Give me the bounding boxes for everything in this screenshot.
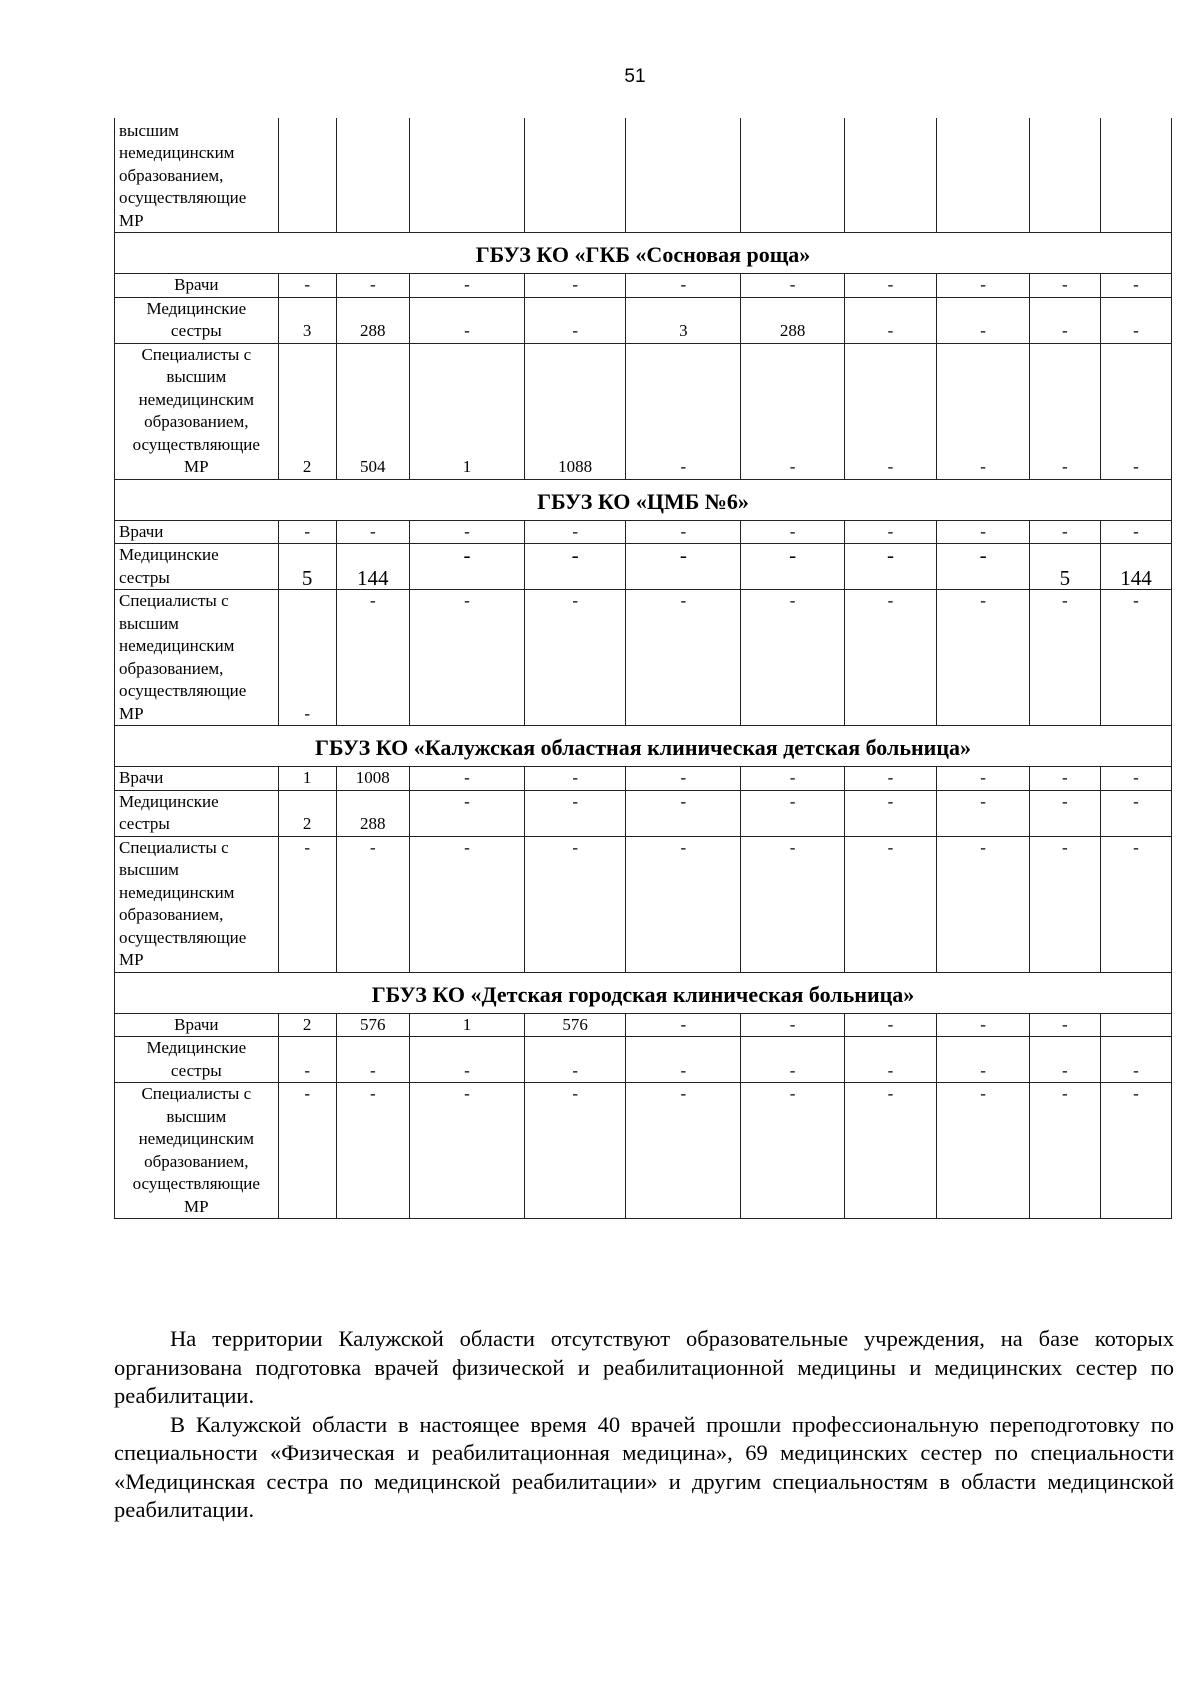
value-cell: - — [844, 544, 937, 590]
row-label-line: высшим — [166, 1106, 227, 1126]
value-cell: - — [1100, 836, 1171, 972]
value-cell: - — [409, 1083, 524, 1219]
value-cell: - — [844, 343, 937, 479]
value-cell — [525, 118, 626, 233]
row-label-line: Врачи — [174, 1014, 219, 1034]
value-cell: - — [626, 343, 741, 479]
value-cell: - — [1029, 1013, 1100, 1037]
value-cell: 144 — [1100, 544, 1171, 590]
value-cell: - — [1100, 297, 1171, 343]
value-cell: 2 — [278, 343, 336, 479]
value-cell: - — [937, 790, 1030, 836]
value-cell: - — [741, 590, 844, 726]
value-cell: 3 — [626, 297, 741, 343]
row-label-line: немедицинским — [138, 389, 255, 409]
value-cell — [1100, 118, 1171, 233]
value-cell: - — [1029, 297, 1100, 343]
value-cell: 144 — [336, 544, 409, 590]
value-cell: - — [525, 544, 626, 590]
value-cell: - — [741, 1037, 844, 1083]
value-cell: - — [626, 274, 741, 298]
value-cell: - — [626, 790, 741, 836]
value-cell: - — [937, 343, 1030, 479]
table-row — [115, 297, 1172, 343]
row-label — [115, 836, 279, 972]
section-header-row — [115, 479, 1172, 520]
body-text — [114, 1325, 1174, 1525]
row-label — [115, 118, 279, 233]
value-cell: - — [1029, 1037, 1100, 1083]
value-cell: - — [844, 836, 937, 972]
section-header-row — [115, 233, 1172, 274]
row-label-line: сестры — [170, 321, 222, 340]
page-number: 51 — [624, 66, 646, 87]
value-cell: - — [409, 1037, 524, 1083]
row-label-line: осуществляющие — [132, 1174, 260, 1193]
value-cell: - — [278, 274, 336, 298]
value-cell: - — [626, 1013, 741, 1037]
value-cell: - — [741, 836, 844, 972]
value-cell: - — [626, 544, 741, 590]
row-label-line: осуществляющие — [119, 681, 247, 700]
value-cell: - — [1029, 520, 1100, 544]
value-cell: - — [844, 1013, 937, 1037]
row-label-line: осуществляющие — [132, 434, 260, 454]
value-cell: - — [741, 274, 844, 298]
value-cell: - — [525, 767, 626, 791]
table-row — [115, 1083, 1172, 1219]
value-cell: - — [937, 1037, 1030, 1083]
value-cell: - — [525, 1037, 626, 1083]
row-label-line: образованием, — [144, 412, 249, 431]
value-cell: - — [336, 590, 409, 726]
table-row — [115, 343, 1172, 479]
table-row — [115, 544, 1172, 590]
row-label — [115, 1013, 279, 1037]
value-cell: - — [844, 767, 937, 791]
value-cell: 288 — [741, 297, 844, 343]
value-cell: 2 — [278, 1013, 336, 1037]
value-cell: - — [1029, 767, 1100, 791]
value-cell: 576 — [525, 1013, 626, 1037]
row-label-line: немедицинским — [119, 636, 235, 655]
value-cell: - — [1100, 520, 1171, 544]
value-cell: - — [741, 343, 844, 479]
value-cell: - — [525, 274, 626, 298]
row-label-line: сестры — [119, 814, 170, 833]
value-cell: 1 — [409, 1013, 524, 1037]
value-cell: - — [336, 274, 409, 298]
value-cell — [626, 118, 741, 233]
row-label-line: Специалисты с — [119, 837, 229, 857]
row-label-line: Медицинские — [119, 791, 219, 811]
value-cell: - — [937, 590, 1030, 726]
staff-table — [114, 118, 1172, 1219]
value-cell: - — [525, 836, 626, 972]
row-label-line: МР — [119, 210, 144, 230]
value-cell: - — [937, 836, 1030, 972]
row-label-line: МР — [184, 457, 209, 476]
value-cell: - — [626, 767, 741, 791]
section-header-row — [115, 972, 1172, 1013]
value-cell: 5 — [278, 544, 336, 590]
row-label — [115, 590, 279, 726]
value-cell: 1008 — [336, 767, 409, 791]
value-cell: 288 — [336, 790, 409, 836]
value-cell: - — [844, 1083, 937, 1219]
value-cell — [1029, 118, 1100, 233]
value-cell — [278, 118, 336, 233]
row-label — [115, 343, 279, 479]
value-cell: - — [844, 520, 937, 544]
section-title: ГБУЗ КО «Калужская областная клиническая детская больница» — [115, 726, 1172, 767]
table-row — [115, 1013, 1172, 1037]
table-row — [115, 520, 1172, 544]
row-label-line: осуществляющие — [119, 188, 247, 207]
table-row — [115, 118, 1172, 233]
value-cell: - — [741, 767, 844, 791]
value-cell: - — [1029, 790, 1100, 836]
value-cell — [409, 118, 524, 233]
value-cell: - — [336, 1037, 409, 1083]
row-label-line: немедицинским — [138, 1129, 255, 1148]
value-cell: - — [741, 520, 844, 544]
row-label-line: немедицинским — [119, 882, 235, 902]
row-label-line: образованием, — [119, 658, 224, 678]
row-label-line: МР — [184, 1196, 209, 1216]
value-cell: - — [937, 520, 1030, 544]
section-title: ГБУЗ КО «ГКБ «Сосновая роща» — [115, 233, 1172, 274]
paragraph-1: На территории Калужской области отсутствуют образовательные учреждения, на базе которых организована подготовка врачей физической и реабилитационной медицины и медицинских сестер по реабилитации. — [114, 1326, 1174, 1408]
value-cell: - — [937, 544, 1030, 590]
value-cell: - — [409, 790, 524, 836]
value-cell: 3 — [278, 297, 336, 343]
table-row — [115, 274, 1172, 298]
row-label-line: Специалисты с — [141, 1084, 252, 1103]
value-cell: 2 — [278, 790, 336, 836]
row-label-line: осуществляющие — [119, 927, 247, 947]
row-label-line: сестры — [170, 1060, 222, 1080]
value-cell: - — [525, 590, 626, 726]
value-cell: - — [626, 836, 741, 972]
row-label — [115, 1037, 279, 1083]
value-cell — [844, 118, 937, 233]
row-label-line: высшим — [166, 367, 227, 386]
value-cell: - — [937, 767, 1030, 791]
value-cell: - — [844, 590, 937, 726]
value-cell: - — [1029, 343, 1100, 479]
value-cell: - — [278, 836, 336, 972]
row-label-line: высшим — [119, 860, 179, 879]
table-row — [115, 767, 1172, 791]
value-cell: - — [1100, 790, 1171, 836]
value-cell: - — [844, 297, 937, 343]
row-label-line: МР — [119, 703, 144, 723]
value-cell: 288 — [336, 297, 409, 343]
value-cell — [937, 118, 1030, 233]
row-label — [115, 767, 279, 791]
value-cell: - — [741, 790, 844, 836]
row-label — [115, 1083, 279, 1219]
table-row — [115, 790, 1172, 836]
value-cell: 5 — [1029, 544, 1100, 590]
value-cell: - — [278, 1037, 336, 1083]
paragraph-2: В Калужской области в настоящее время 40 врачей прошли профессиональную переподготовку по специальности «Физическая и реабилитационная медицина», 69 медицинских сестер по специальности «Медицинская сестра по медицинской реабилитации» и другим специальностям в области медицинской реабилитации. — [114, 1411, 1174, 1522]
value-cell: - — [336, 836, 409, 972]
value-cell: - — [1100, 590, 1171, 726]
value-cell: - — [1100, 274, 1171, 298]
value-cell: 1088 — [525, 343, 626, 479]
row-label-line: Медицинские — [146, 1038, 247, 1057]
value-cell: - — [1029, 836, 1100, 972]
table-row — [115, 1037, 1172, 1083]
value-cell: - — [844, 274, 937, 298]
value-cell: - — [626, 590, 741, 726]
value-cell: - — [1029, 590, 1100, 726]
row-label-line: высшим — [119, 613, 179, 633]
row-label — [115, 274, 279, 298]
row-label-line: образованием, — [119, 905, 224, 924]
value-cell: - — [409, 297, 524, 343]
value-cell: 576 — [336, 1013, 409, 1037]
value-cell: - — [525, 297, 626, 343]
value-cell: - — [626, 1037, 741, 1083]
row-label-line: Медицинские — [119, 545, 219, 564]
row-label-line: высшим — [119, 120, 179, 140]
value-cell: - — [278, 590, 336, 726]
value-cell: - — [937, 297, 1030, 343]
value-cell: - — [525, 520, 626, 544]
value-cell — [336, 118, 409, 233]
row-label-line: образованием, — [119, 165, 224, 185]
row-label-line: Специалисты с — [119, 591, 229, 610]
value-cell: - — [741, 1013, 844, 1037]
value-cell: - — [409, 520, 524, 544]
value-cell — [1100, 1013, 1171, 1037]
value-cell: - — [409, 767, 524, 791]
value-cell: - — [1100, 343, 1171, 479]
row-label — [115, 544, 279, 590]
value-cell: - — [844, 1037, 937, 1083]
row-label — [115, 520, 279, 544]
value-cell: - — [409, 836, 524, 972]
row-label-line: сестры — [119, 567, 170, 587]
value-cell: - — [409, 274, 524, 298]
value-cell: - — [336, 1083, 409, 1219]
value-cell: - — [741, 544, 844, 590]
value-cell: - — [278, 520, 336, 544]
value-cell: - — [741, 1083, 844, 1219]
row-label-line: Врачи — [119, 768, 164, 787]
value-cell: - — [1100, 1083, 1171, 1219]
value-cell: - — [525, 1083, 626, 1219]
value-cell: - — [1100, 767, 1171, 791]
value-cell: - — [409, 590, 524, 726]
row-label-line: Врачи — [119, 521, 164, 541]
table-row — [115, 590, 1172, 726]
value-cell: - — [525, 790, 626, 836]
row-label-line: образованием, — [144, 1151, 249, 1171]
section-title: ГБУЗ КО «ЦМБ №6» — [115, 479, 1172, 520]
row-label-line: МР — [119, 950, 144, 969]
value-cell: - — [937, 274, 1030, 298]
row-label-line: Медицинские — [146, 298, 247, 318]
row-label-line: Врачи — [174, 275, 219, 294]
row-label-line: Специалисты с — [141, 344, 252, 364]
section-title: ГБУЗ КО «Детская городская клиническая больница» — [115, 972, 1172, 1013]
table-row — [115, 836, 1172, 972]
value-cell — [741, 118, 844, 233]
value-cell: - — [1029, 274, 1100, 298]
value-cell: - — [409, 544, 524, 590]
value-cell: - — [626, 1083, 741, 1219]
section-header-row — [115, 726, 1172, 767]
value-cell: 1 — [278, 767, 336, 791]
value-cell: - — [1100, 1037, 1171, 1083]
value-cell: - — [1029, 1083, 1100, 1219]
row-label — [115, 297, 279, 343]
value-cell: - — [937, 1083, 1030, 1219]
value-cell: 504 — [336, 343, 409, 479]
value-cell: - — [937, 1013, 1030, 1037]
value-cell: - — [278, 1083, 336, 1219]
value-cell: - — [626, 520, 741, 544]
value-cell: - — [336, 520, 409, 544]
row-label-line: немедицинским — [119, 143, 235, 162]
value-cell: 1 — [409, 343, 524, 479]
row-label — [115, 790, 279, 836]
value-cell: - — [844, 790, 937, 836]
